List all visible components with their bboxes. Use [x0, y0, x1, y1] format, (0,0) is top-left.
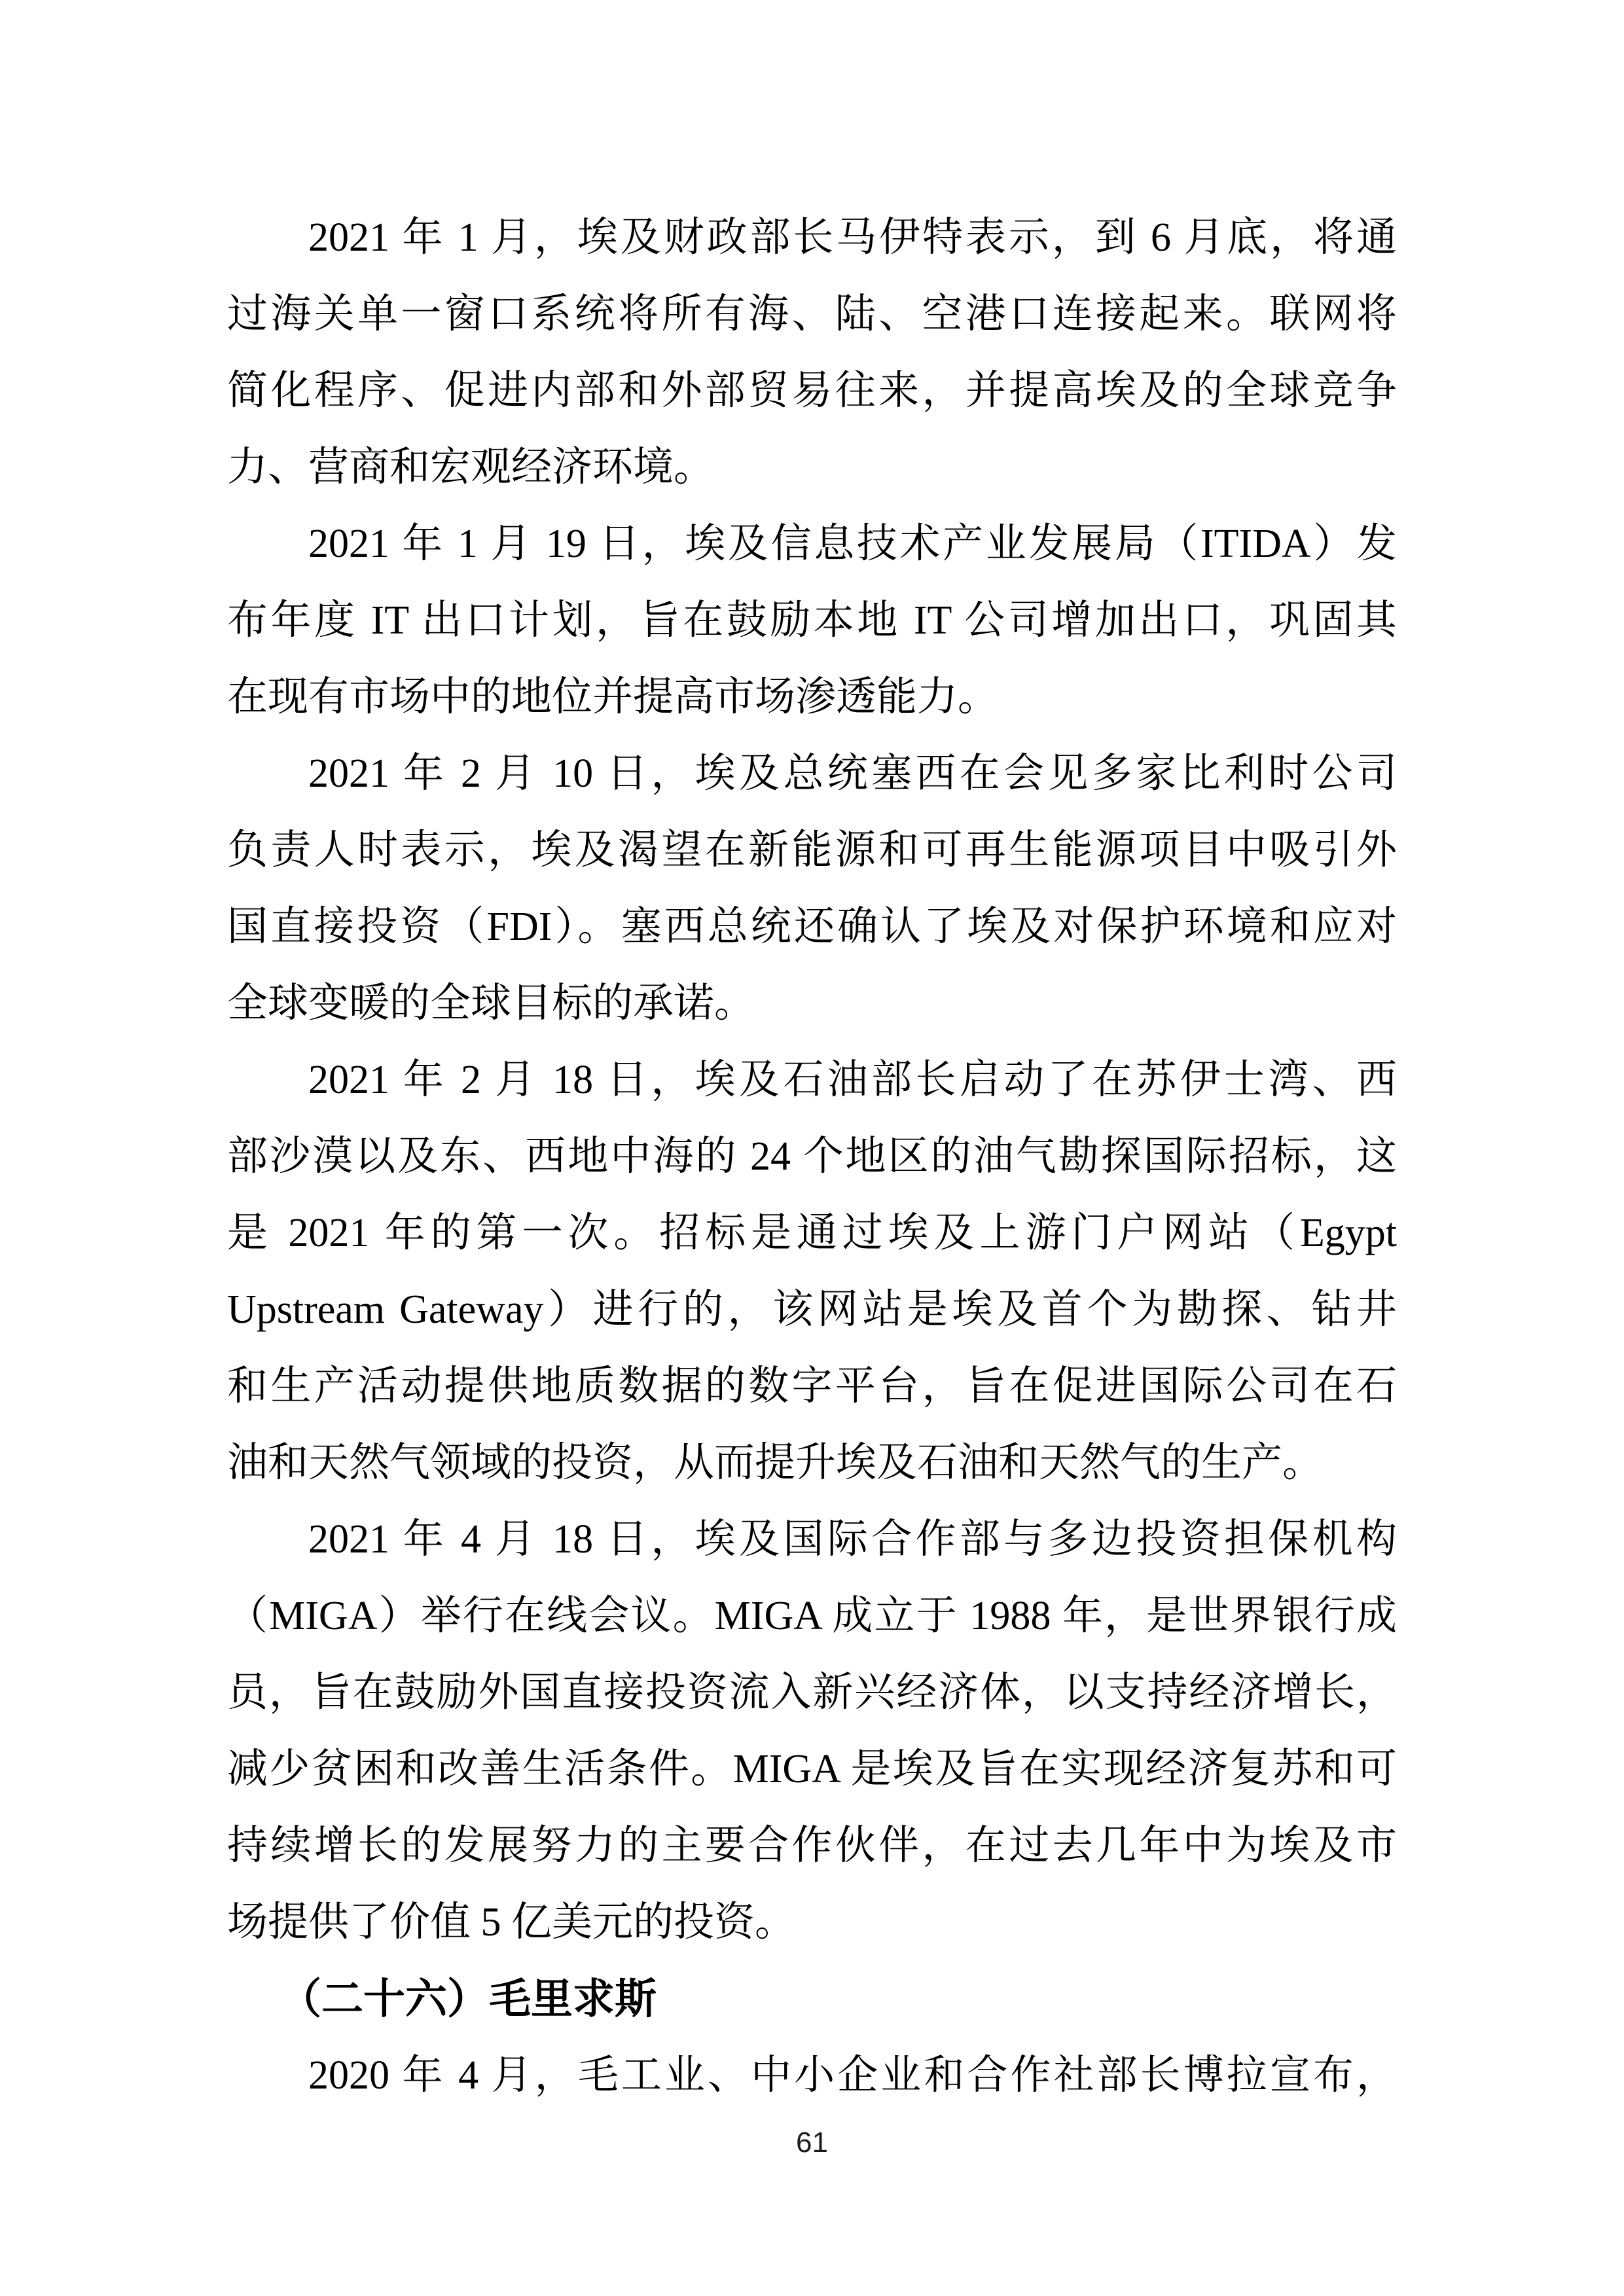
text-line: 布年度 IT 出口计划，旨在鼓励本地 IT 公司增加出口，巩固其	[227, 598, 1397, 643]
section-heading: （二十六）毛里求斯	[280, 1976, 657, 2022]
text-line: （MIGA）举行在线会议。MIGA 成立于 1988 年，是世界银行成	[227, 1594, 1397, 1638]
page-number: 61	[796, 2126, 828, 2159]
text-line: 2021 年 1 月 19 日，埃及信息技术产业发展局（ITIDA）发	[308, 522, 1397, 566]
text-line: 2021 年 4 月 18 日，埃及国际合作部与多边投资担保机构	[308, 1517, 1397, 1562]
page-body	[227, 200, 1397, 2114]
text-line: 过海关单一窗口系统将所有海、陆、空港口连接起来。联网将	[227, 292, 1397, 336]
text-line: 力、营商和宏观经济环境。	[227, 445, 715, 490]
text-line: 2021 年 2 月 18 日，埃及石油部长启动了在苏伊士湾、西	[308, 1058, 1397, 1102]
text-line: 负责人时表示，埃及渴望在新能源和可再生能源项目中吸引外	[227, 828, 1397, 872]
text-line: Upstream Gateway）进行的，该网站是埃及首个为勘探、钻井	[227, 1287, 1397, 1332]
text-line: 2021 年 2 月 10 日，埃及总统塞西在会见多家比利时公司	[308, 751, 1397, 796]
page-footer	[0, 2126, 1624, 2160]
text-line: 2021 年 1 月，埃及财政部长马伊特表示，到 6 月底，将通	[308, 215, 1397, 260]
text-line: 简化程序、促进内部和外部贸易往来，并提高埃及的全球竞争	[227, 368, 1397, 413]
text-line: 持续增长的发展努力的主要合作伙伴，在过去几年中为埃及市	[227, 1823, 1397, 1868]
text-line: 减少贫困和改善生活条件。MIGA 是埃及旨在实现经济复苏和可	[227, 1747, 1397, 1791]
text-line: 全球变暖的全球目标的承诺。	[227, 981, 755, 1026]
text-line: 国直接投资（FDI）。塞西总统还确认了埃及对保护环境和应对	[227, 905, 1397, 949]
text-line: 部沙漠以及东、西地中海的 24 个地区的油气勘探国际招标，这	[227, 1134, 1397, 1179]
text-line: 2020 年 4 月，毛工业、中小企业和合作社部长博拉宣布，	[308, 2053, 1397, 2098]
text-line: 员，旨在鼓励外国直接投资流入新兴经济体，以支持经济增长，	[227, 1670, 1397, 1715]
text-line: 场提供了价值 5 亿美元的投资。	[227, 1900, 796, 1945]
text-line: 油和天然气领域的投资，从而提升埃及石油和天然气的生产。	[227, 1441, 1324, 1485]
text-line: 和生产活动提供地质数据的数字平台，旨在促进国际公司在石	[227, 1364, 1397, 1408]
text-line: 在现有市场中的地位并提高市场渗透能力。	[227, 675, 999, 719]
text-line: 是 2021 年的第一次。招标是通过埃及上游门户网站（Egypt	[227, 1211, 1397, 1255]
